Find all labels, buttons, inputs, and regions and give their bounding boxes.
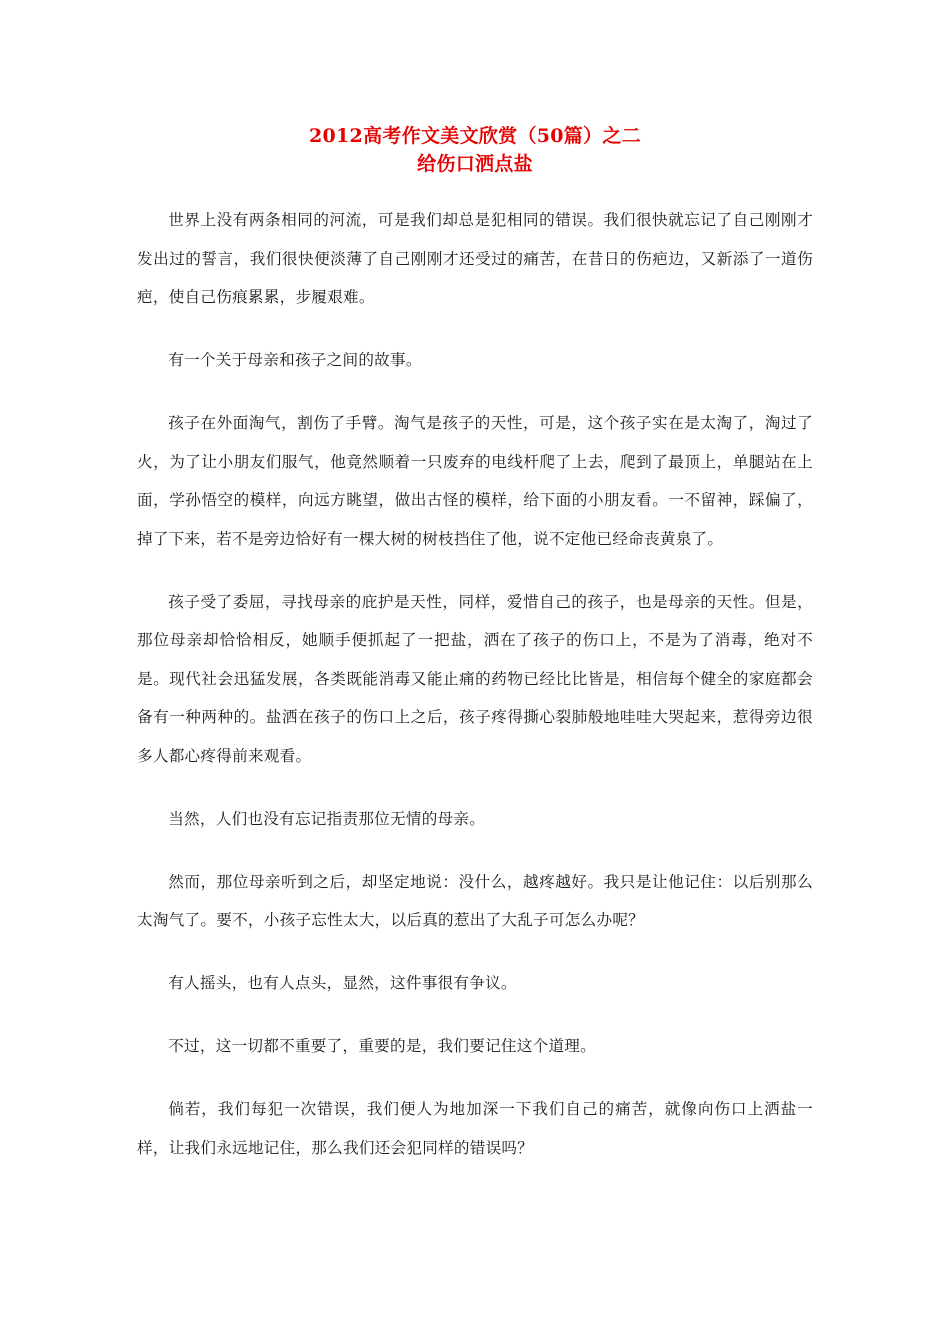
paragraph-3: 孩子在外面淘气，割伤了手臂。淘气是孩子的天性，可是，这个孩子实在是太淘了，淘过了火，为了让小朋友们服气，他竟然顺着一只废弃的电线杆爬了上去，爬到了最顶上，单腿站在上面，学孙悟空的模样，向远方眺望，做出古怪的模样，给下面的小朋友看。一不留神，踩偏了，掉了下来，若不是旁边恰好有一棵大树的树枝挡住了他，说不定他已经命丧黄泉了。 xyxy=(137,414,813,548)
paragraph-2: 有一个关于母亲和孩子之间的故事。 xyxy=(168,351,422,369)
article-body xyxy=(137,201,813,1167)
paragraph-4: 孩子受了委屈，寻找母亲的庇护是天性，同样，爱惜自己的孩子，也是母亲的天性。但是，那位母亲却恰恰相反，她顺手便抓起了一把盐，洒在了孩子的伤口上，不是为了消毒，绝对不是。现代社会迅猛发展，各类既能消毒又能止痛的药物已经比比皆是，相信每个健全的家庭都会备有一种两种的。盐洒在孩子的伤口上之后，孩子疼得撕心裂肺般地哇哇大哭起来，惹得旁边很多人都心疼得前来观看。 xyxy=(137,592,813,765)
paragraph-8: 不过，这一切都不重要了，重要的是，我们要记住这个道理。 xyxy=(168,1037,596,1055)
paragraph-9: 倘若，我们每犯一次错误，我们便人为地加深一下我们自己的痛苦，就像向伤口上洒盐一样，让我们永远地记住，那么我们还会犯同样的错误吗？ xyxy=(137,1100,813,1157)
paragraph-7: 有人摇头，也有人点头，显然，这件事很有争议。 xyxy=(168,974,517,992)
document-title: 2012高考作文美文欣赏（50篇）之二 xyxy=(308,125,642,147)
paragraph-6: 然而，那位母亲听到之后，却坚定地说：没什么，越疼越好。我只是让他记住：以后别那么太淘气了。要不，小孩子忘性太大，以后真的惹出了大乱子可怎么办呢？ xyxy=(137,872,813,929)
paragraph-1: 世界上没有两条相同的河流，可是我们却总是犯相同的错误。我们很快就忘记了自己刚刚才发出过的誓言，我们很快便淡薄了自己刚刚才还受过的痛苦，在昔日的伤疤边，又新添了一道伤疤，使自己伤痕累累，步履艰难。 xyxy=(137,211,813,306)
title-block xyxy=(0,122,950,178)
article-title: 给伤口洒点盐 xyxy=(417,153,533,175)
paragraph-5: 当然，人们也没有忘记指责那位无情的母亲。 xyxy=(168,809,486,828)
